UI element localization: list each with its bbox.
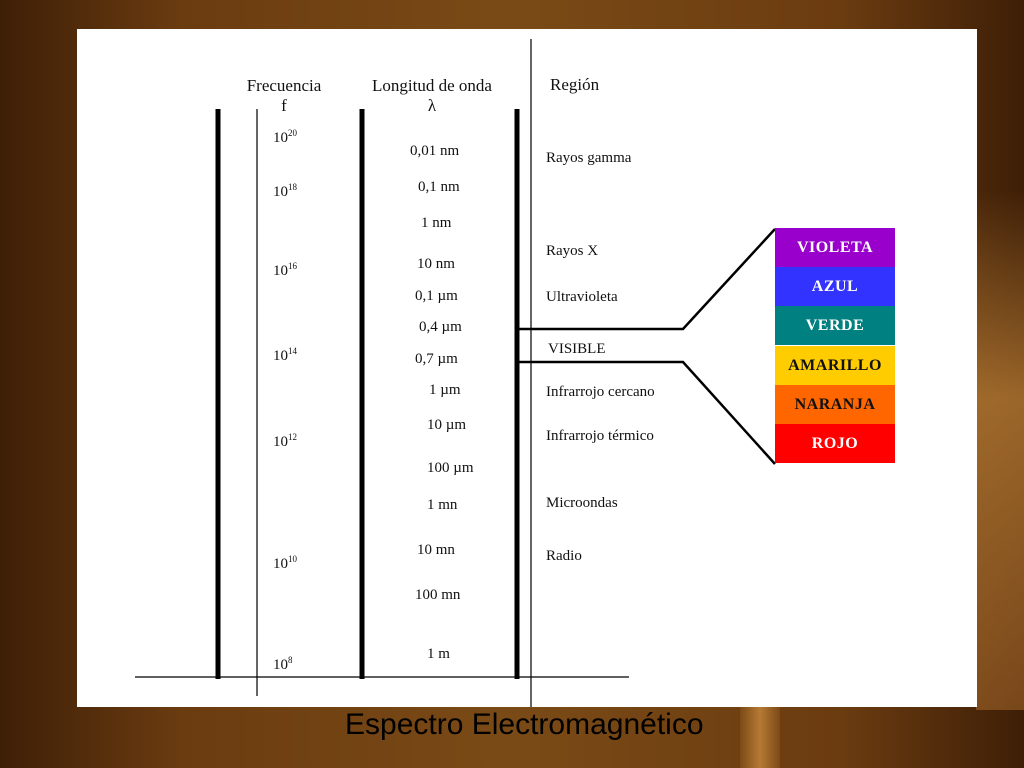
region-label: Radio bbox=[546, 548, 582, 564]
wavelength-label: 10 mn bbox=[417, 542, 455, 558]
background-decoration bbox=[976, 190, 1024, 710]
region-header-label: Región bbox=[550, 75, 600, 94]
visible-connector-bottom bbox=[517, 362, 775, 464]
wavelength-label: 10 nm bbox=[417, 256, 455, 272]
frequency-symbol: f bbox=[281, 95, 287, 115]
color-box-verde: VERDE bbox=[775, 306, 895, 345]
color-box-amarillo: AMARILLO bbox=[775, 346, 895, 385]
wavelength-label: 1 mn bbox=[427, 497, 458, 513]
frequency-label: $10^{12}$ bbox=[273, 432, 297, 450]
frequency-label: $10^8$ bbox=[273, 655, 293, 673]
wavelength-label: 0,01 nm bbox=[410, 143, 460, 159]
frequency-label: $10^{14}$ bbox=[273, 346, 297, 364]
wavelength-label: 100 mn bbox=[415, 587, 461, 603]
color-box-rojo: ROJO bbox=[775, 424, 895, 463]
region-label: Infrarrojo térmico bbox=[546, 428, 654, 444]
wavelength-label: 0,7 µm bbox=[415, 351, 458, 367]
slide-content bbox=[77, 29, 977, 707]
frequency-label: $10^{10}$ bbox=[273, 554, 297, 572]
color-box-naranja: NARANJA bbox=[775, 385, 895, 424]
color-box-violeta: VIOLETA bbox=[775, 228, 895, 267]
wavelength-label: 0,1 nm bbox=[418, 179, 460, 195]
region-label: Microondas bbox=[546, 495, 618, 511]
wavelength-label: 0,4 µm bbox=[419, 319, 462, 335]
wavelength-label: 100 µm bbox=[427, 460, 474, 476]
wavelength-symbol: λ bbox=[427, 95, 437, 115]
region-label: Infrarrojo cercano bbox=[546, 384, 655, 400]
wavelength-label: 10 µm bbox=[427, 417, 467, 433]
frequency-label: $10^{16}$ bbox=[273, 261, 297, 279]
frequency-label: $10^{20}$ bbox=[273, 128, 297, 146]
wavelength-label: 1 µm bbox=[429, 382, 461, 398]
slide-caption: Espectro Electromagnético bbox=[345, 708, 704, 741]
region-header bbox=[550, 75, 599, 95]
frequency-label: $10^{18}$ bbox=[273, 182, 297, 200]
wavelength-label: 1 m bbox=[427, 646, 450, 662]
wavelength-header bbox=[357, 76, 507, 115]
region-label: Ultravioleta bbox=[546, 289, 618, 305]
wavelength-label: 1 nm bbox=[421, 215, 452, 231]
frequency-header bbox=[239, 76, 329, 115]
color-box-azul: AZUL bbox=[775, 267, 895, 306]
frequency-header-label: Frecuencia bbox=[246, 76, 322, 95]
region-label: VISIBLE bbox=[548, 341, 606, 357]
region-label: Rayos X bbox=[546, 243, 599, 259]
wavelength-label: 0,1 µm bbox=[415, 288, 458, 304]
wavelength-header-label: Longitud de onda bbox=[372, 76, 492, 95]
region-label: Rayos gamma bbox=[546, 150, 632, 166]
